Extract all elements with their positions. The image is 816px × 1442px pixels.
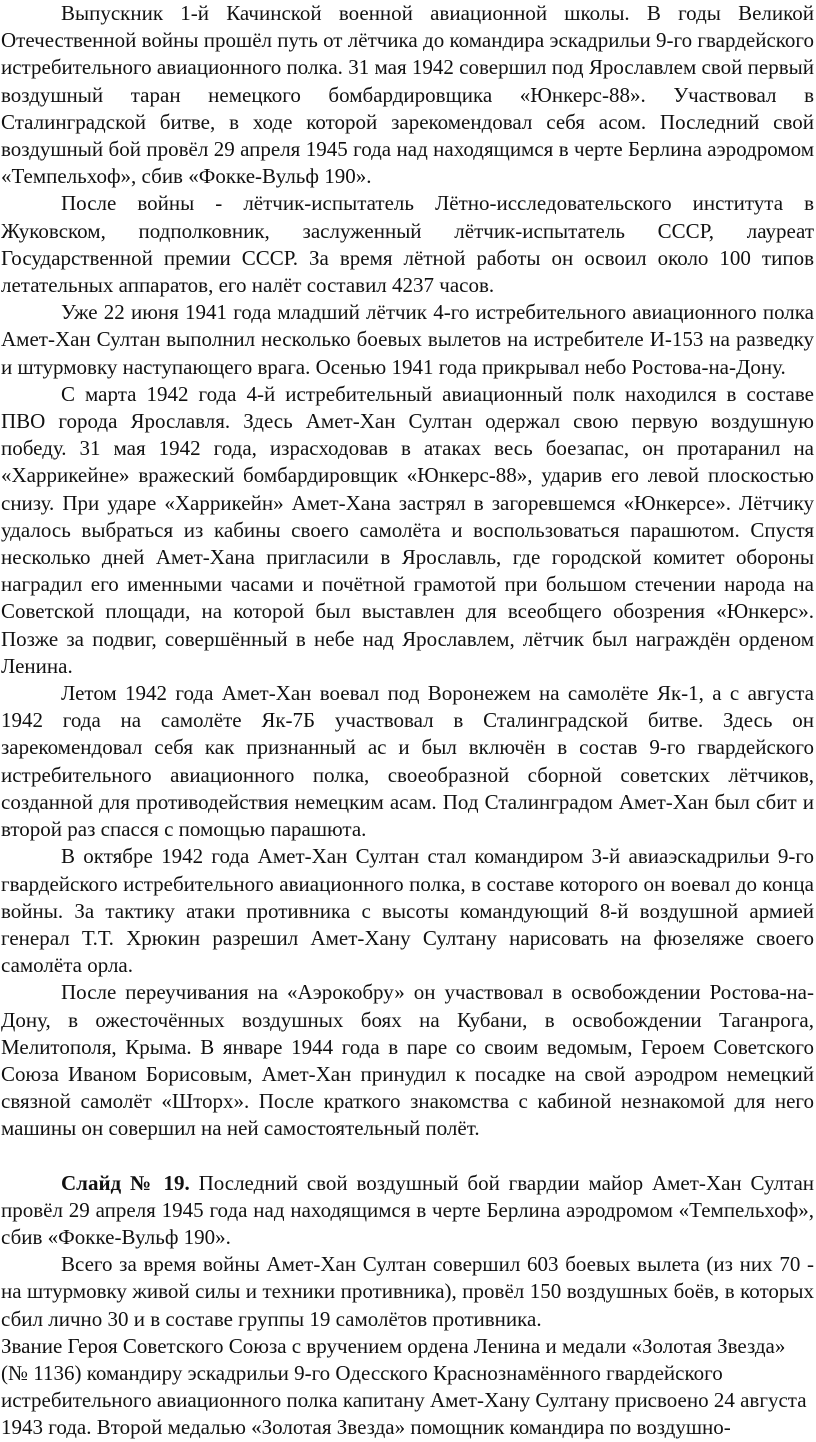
paragraph-stalingrad: Летом 1942 года Амет-Хан воевал под Воронежем на самолёте Як-1, а с августа 1942 года на самолёте Як-7Б участвовал в Сталинградской битве. Здесь он зарекомендовал себя как признанный ас и был включён в состав 9-го гвардейского истребительного авиационного полка, своеобразной сборной советских лётчиков, созданной для противодействия немецким асам. Под Сталинградом Амет-Хан был сбит и второй раз спасся с помощью парашюта. xyxy=(1,681,814,842)
paragraph-hero-award: Звание Героя Советского Союза с вручением ордена Ленина и медали «Золотая Звезда» (№ 1136) командиру эскадрильи 9-го Одесского Краснознамённого гвардейского истребительного авиационного полка капитану Амет-Хану Султану присвоено 24 августа 1943 года. Второй медалью «Золотая Звезда» помощник командира по воздушно- xyxy=(1,1333,807,1440)
paragraph-yaroslavl-ram: С марта 1942 года 4-й истребительный авиационный полк находился в составе ПВО города Ярославля. Здесь Амет-Хан Султан одержал свою первую воздушную победу. 31 мая 1942 года, израсходовав в атаках весь боезапас, он протаранил на «Харрикейне» вражеский бомбардировщик «Юнкерс-88», ударив его левой плоскостью снизу. При ударе «Харрикейн» Амет-Хана застрял в загоревшемся «Юнкерсе». Лётчику удалось выбраться из кабины своего самолёта и воспользоваться парашютом. Спустя несколько дней Амет-Хана пригласили в Ярославль, где городской комитет обороны наградил его именными часами и почётной грамотой при большом стечении народа на Советской площади, на которой был выставлен для всеобщего обозрения «Юнкерс». Позже за подвиг, совершённый в небе над Ярославлем, лётчик был награждён орденом Ленина. xyxy=(1,381,814,678)
paragraph-war-summary: Всего за время войны Амет-Хан Султан совершил 603 боевых вылета (из них 70 - на штурмовку живой силы и техники противника), провёл 150 воздушных боёв, в которых сбил лично 30 и в составе группы 19 самолётов противника. xyxy=(1,1252,814,1331)
paragraph-slide-19 xyxy=(1,1170,814,1252)
paragraph-postwar: После войны - лётчик-испытатель Лётно-исследовательского института в Жуковском, подполковник, заслуженный лётчик-испытатель СССР, лауреат Государственной премии СССР. За время лётной работы он освоил около 100 типов летательных аппаратов, его налёт составил 4237 часов. xyxy=(1,191,814,298)
paragraph-gap xyxy=(1,1143,814,1170)
paragraph-biography-intro: Выпускник 1-й Качинской военной авиационной школы. В годы Великой Отечественной войны прошёл путь от лётчика до командира эскадрильи 9-го гвардейского истребительного авиационного полка. 31 мая 1942 совершил под Ярославлем свой первый воздушный таран немецкого бомбардировщика «Юнкерс-88». Участвовал в Сталинградской битве, в ходе которой зарекомендовал себя асом. Последний свой воздушный бой провёл 29 апреля 1945 года над находящимся в черте Берлина аэродромом «Темпельхоф», сбив «Фокке-Вульф 190». xyxy=(1,1,814,189)
paragraph-june-1941: Уже 22 июня 1941 года младший лётчик 4-го истребительного авиационного полка Амет-Хан Султан выполнил несколько боевых вылетов на истребителе И-153 на разведку и штурмовку наступающего врага. Осенью 1941 года прикрывал небо Ростова-на-Дону. xyxy=(1,300,814,379)
paragraph-airacobra: После переучивания на «Аэрокобру» он участвовал в освобождении Ростова-на-Дону, в ожесточённых воздушных боях на Кубани, в освобождении Таганрога, Мелитополя, Крыма. В январе 1944 года в паре со своим ведомым, Героем Советского Союза Иваном Борисовым, Амет-Хан принудил к посадке на свой аэродром немецкий связной самолёт «Шторх». После краткого знакомства с кабиной незнакомой для него машины он совершил на ней самостоятельный полёт. xyxy=(1,980,814,1141)
slide-label: Слайд № 19. xyxy=(61,1170,190,1195)
slide-text: Последний свой воздушный бой гвардии майор Амет-Хан Султан провёл 29 апреля 1945 года над находящимся в черте Берлина аэродромом «Темпельхоф», сбив «Фокке-Вульф 190». xyxy=(1,1170,814,1249)
paragraph-squadron-commander: В октябре 1942 года Амет-Хан Султан стал командиром 3-й авиаэскадрильи 9-го гвардейского истребительного авиационного полка, в составе которого он воевал до конца войны. За тактику атаки противника с высоты командующий 8-й воздушной армией генерал Т.Т. Хрюкин разрешил Амет-Хану Султану нарисовать на фюзеляже своего самолёта орла. xyxy=(1,844,814,978)
